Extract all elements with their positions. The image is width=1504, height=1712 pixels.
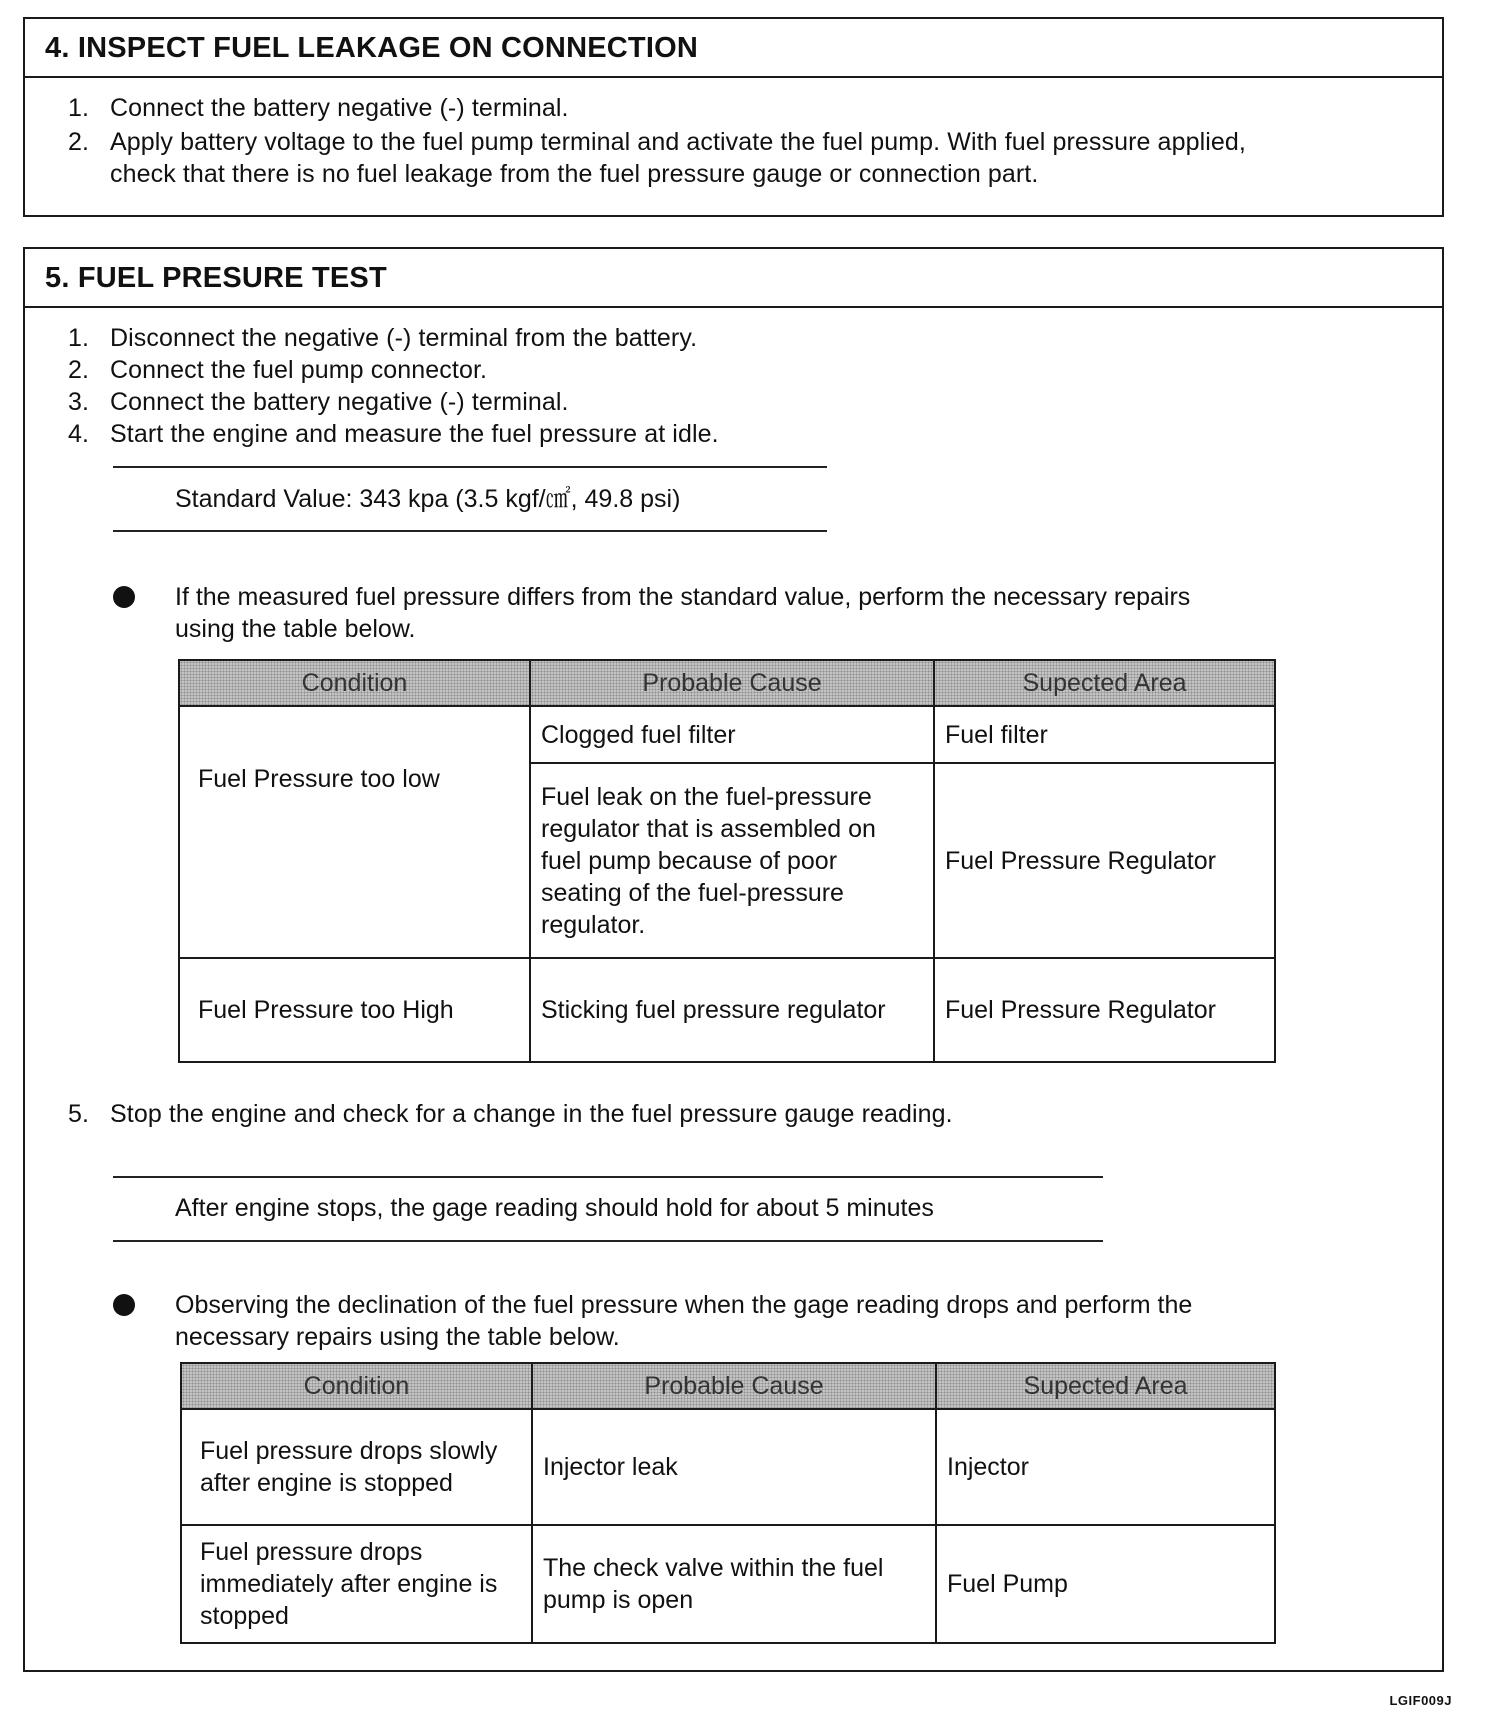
step-text: check that there is no fuel leakage from the fuel pressure gauge or connection part. <box>110 160 1039 188</box>
step-number: 2. <box>68 128 90 156</box>
table-row <box>181 1525 1275 1643</box>
cause-cell: Injector leak <box>532 1409 936 1525</box>
header-condition: Condition <box>179 660 530 706</box>
step-text: Apply battery voltage to the fuel pump terminal and activate the fuel pump. With fuel pressure applied, <box>110 128 1246 156</box>
area-cell: Fuel filter <box>934 706 1275 763</box>
step-number: 1. <box>68 324 90 352</box>
table-header-row <box>181 1363 1275 1409</box>
bullet-icon <box>113 1294 135 1316</box>
step-number: 2. <box>68 356 90 384</box>
condition-cell: Fuel pressure drops slowly after engine is stopped <box>181 1409 532 1525</box>
step-text: Stop the engine and check for a change in the fuel pressure gauge reading. <box>110 1100 953 1128</box>
cause-cell: The check valve within the fuel pump is open <box>532 1525 936 1643</box>
step-text: Connect the battery negative (-) terminal. <box>110 94 569 122</box>
step-text: Connect the fuel pump connector. <box>110 356 488 384</box>
bullet-text: If the measured fuel pressure differs from the standard value, perform the necessary repairs <box>175 583 1191 611</box>
table-row <box>179 958 1275 1062</box>
condition-cell: Fuel Pressure too low <box>179 706 530 958</box>
bullet-text: using the table below. <box>175 615 416 643</box>
condition-cell: Fuel Pressure too High <box>179 958 530 1062</box>
area-cell: Injector <box>936 1409 1275 1525</box>
divider-line <box>113 1176 1103 1178</box>
table-row <box>179 706 1275 763</box>
cause-cell: Sticking fuel pressure regulator <box>530 958 934 1062</box>
table-header-row <box>179 660 1275 706</box>
divider-line <box>113 530 827 532</box>
header-probable-cause: Probable Cause <box>530 660 934 706</box>
step-number: 1. <box>68 94 90 122</box>
divider-line <box>113 466 827 468</box>
section4-title: 4. INSPECT FUEL LEAKAGE ON CONNECTION <box>25 19 1442 78</box>
step-text: Start the engine and measure the fuel pressure at idle. <box>110 420 719 448</box>
bullet-text: Observing the declination of the fuel pressure when the gage reading drops and perform the <box>175 1291 1193 1319</box>
cause-cell: Clogged fuel filter <box>530 706 934 763</box>
figure-code: LGIF009J <box>1389 1693 1452 1708</box>
bullet-text: necessary repairs using the table below. <box>175 1323 620 1351</box>
condition-cell: Fuel pressure drops immediately after engine is stopped <box>181 1525 532 1643</box>
section5-title: 5. FUEL PRESURE TEST <box>25 249 1442 308</box>
header-suspected-area: Supected Area <box>936 1363 1275 1409</box>
step-number: 5. <box>68 1100 90 1128</box>
step-number: 4. <box>68 420 90 448</box>
repair-table-pressure-drop <box>180 1362 1276 1644</box>
step-text: Connect the battery negative (-) terminal. <box>110 388 569 416</box>
step-text: Disconnect the negative (-) terminal from the battery. <box>110 324 698 352</box>
step-number: 3. <box>68 388 90 416</box>
area-cell: Fuel Pressure Regulator <box>934 763 1275 958</box>
header-suspected-area: Supected Area <box>934 660 1275 706</box>
header-probable-cause: Probable Cause <box>532 1363 936 1409</box>
header-condition: Condition <box>181 1363 532 1409</box>
bullet-icon <box>113 586 135 608</box>
area-cell: Fuel Pressure Regulator <box>934 958 1275 1062</box>
table-row <box>181 1409 1275 1525</box>
cause-cell: Fuel leak on the fuel-pressure regulator that is assembled on fuel pump because of poor seating of the fuel-pressure regulator. <box>530 763 934 958</box>
hold-note: After engine stops, the gage reading should hold for about 5 minutes <box>175 1194 934 1222</box>
area-cell: Fuel Pump <box>936 1525 1275 1643</box>
divider-line <box>113 1240 1103 1242</box>
standard-value-note: Standard Value: 343 kpa (3.5 kgf/㎠, 49.8 psi) <box>175 485 681 513</box>
repair-table-pressure <box>178 659 1276 1063</box>
